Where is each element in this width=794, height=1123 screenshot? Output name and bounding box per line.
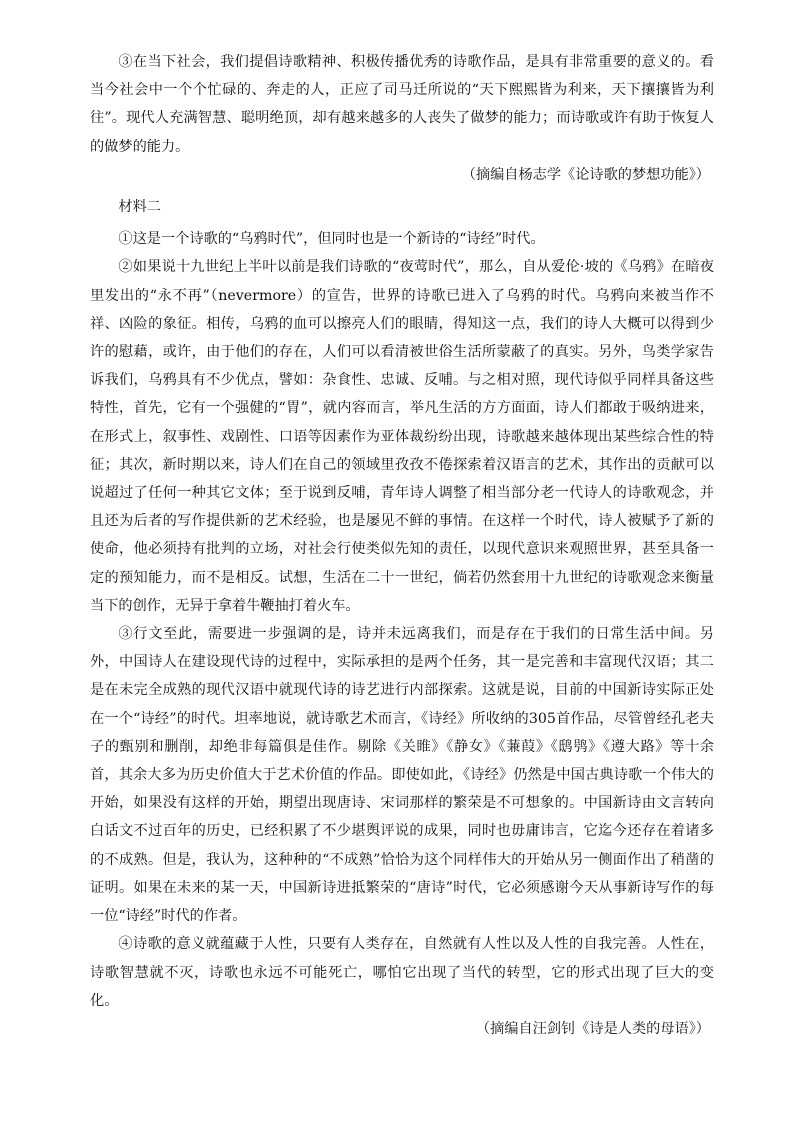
material2-paragraph-3: ③行文至此，需要进一步强调的是，诗并未远离我们，而是存在于我们的日常生活中间。另外，中国诗人在建设现代诗的过程中，实际承担的是两个任务，其一是完善和丰富现代汉语；其二是在未完全成熟的现代汉语中就现代诗的诗艺进行内部探索。这就是说，目前的中国新诗实际正处在一个“诗经”的时代。坦率地说，就诗歌艺术而言，《诗经》所收纳的305首作品，尽管曾经孔老夫子的甄别和删削，却绝非每篇俱是佳作。剔除《关睢》《静女》《蒹葭》《鸱鸮》《遵大路》等十余首，其余大多为历史价值大于艺术价值的作品。即使如此，《诗经》仍然是中国古典诗歌一个伟大的开始，如果没有这样的开始，期望出现唐诗、宋词那样的繁荣是不可想象的。中国新诗由文言转向白话文不过百年的历史，已经积累了不少堪舆评说的成果，同时也毋庸讳言，它迄今还存在着诸多的不成熟。但是，我认为，这种种的“不成熟”恰恰为这个同样伟大的开始从另一侧面作出了稍凿的证明。如果在未来的某一天，中国新诗进抵繁荣的“唐诗”时代，它必须感谢今天从事新诗写作的每一位“诗经”时代的作者。 (90, 626, 714, 925)
document-page (90, 48, 714, 1043)
material2-heading: 材料二 (118, 199, 161, 216)
material1-source-citation: （摘编自杨志学《论诗歌的梦想功能》） (461, 166, 710, 183)
material2-paragraph-2: ②如果说十九世纪上半叶以前是我们诗歌的“夜莺时代”，那么，自从爱伦·坡的《乌鸦》在暗夜里发出的“永不再”（nevermore）的宣告，世界的诗歌已进入了乌鸦的时代。乌鸦向来被当作不祥、凶险的象征。相传，乌鸦的血可以擦亮人们的眼睛，得知这一点，我们的诗人大概可以得到少许的慰藉，或许，由于他们的存在，人们可以看清被世俗生活所蒙蔽了的真实。另外，鸟类学家告诉我们，乌鸦具有不少优点，譬如：杂食性、忠诚、反哺。与之相对照，现代诗似乎同样具备这些特性，首先，它有一个强健的“胃”，就内容而言，举凡生活的方方面面，诗人们都敢于吸纳进来，在形式上，叙事性、戏剧性、口语等因素作为亚体裁纷纷出现，诗歌越来越体现出某些综合性的特征；其次，新时期以来，诗人们在自己的领域里孜孜不倦探索着汉语言的艺术，其作出的贡献可以说超过了任何一种其它文体；至于说到反哺，青年诗人调整了相当部分老一代诗人的诗歌观念，并且还为后者的写作提供新的艺术经验，也是屡见不鲜的事情。在这样一个时代，诗人被赋予了新的使命，他必须持有批判的立场，对社会行使类似先知的责任，以现代意识来观照世界，甚至具备一定的预知能力，而不是相反。试想，生活在二十一世纪，倘若仍然套用十九世纪的诗歌观念来衡量当下的创作，无异于拿着牛鞭抽打着火车。 (90, 259, 714, 614)
material2-paragraph-4: ④诗歌的意义就蕴藏于人性，只要有人类存在，自然就有人性以及人性的自我完善。人性在，诗歌智慧就不灭，诗歌也永远不可能死亡，哪怕它出现了当代的转型，它的形式出现了巨大的变化。 (90, 936, 714, 1009)
material2-paragraph-1: ①这是一个诗歌的“乌鸦时代”，但同时也是一个新诗的“诗经”时代。 (118, 231, 545, 248)
material1-paragraph-3: ③在当下社会，我们提倡诗歌精神、积极传播优秀的诗歌作品，是具有非常重要的意义的。看当今社会中一个个忙碌的、奔走的人，正应了司马迁所说的“天下熙熙皆为利来，天下攘攘皆为利往”。现代人充满智慧、聪明绝顶，却有越来越多的人丧失了做梦的能力；而诗歌或许有助于恢复人的做梦的能力。 (90, 54, 714, 155)
material2-source-citation: （摘编自汪剑钊《诗是人类的母语》） (475, 1020, 710, 1037)
